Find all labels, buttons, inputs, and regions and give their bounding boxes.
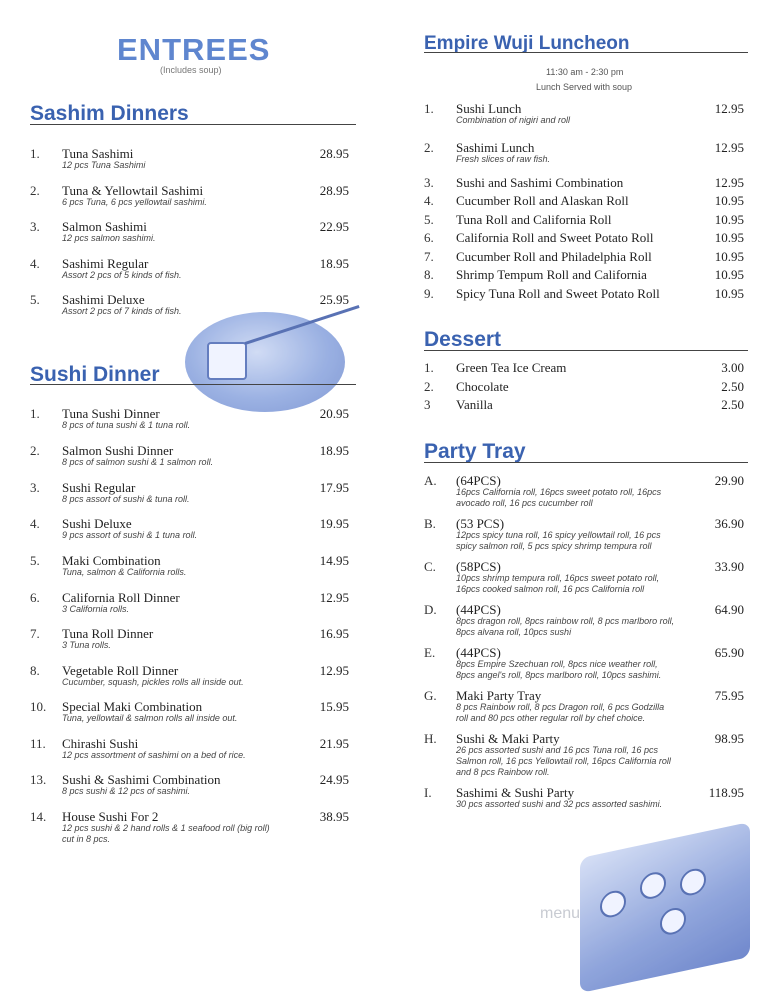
lunch-rule <box>424 52 748 53</box>
item-number: 3. <box>30 480 40 495</box>
item-price: 3.00 <box>721 360 744 375</box>
item-price: 36.90 <box>714 516 744 531</box>
item-description: 8 pcs sushi & 12 pcs of sashimi. <box>62 786 191 796</box>
item-number: 9. <box>424 286 434 301</box>
item-number: 6. <box>424 230 434 245</box>
item-description: 8 pcs of tuna sushi & 1 tuna roll. <box>62 420 191 430</box>
item-price: 118.95 <box>708 785 744 800</box>
dessert-rule <box>424 350 748 351</box>
item-description: Cucumber, squash, pickles rolls all inside out. <box>62 677 244 687</box>
item-price: 28.95 <box>319 183 349 198</box>
item-number: 13. <box>30 772 47 787</box>
item-number: 2. <box>30 183 40 198</box>
item-price: 14.95 <box>319 553 349 568</box>
item-price: 22.95 <box>319 219 349 234</box>
item-name: Sushi Deluxe <box>62 516 132 531</box>
item-price: 12.95 <box>714 140 744 155</box>
item-name: Sushi Regular <box>62 480 136 495</box>
lunch-note: Lunch Served with soup <box>536 82 633 92</box>
item-name: (64PCS) <box>456 473 501 488</box>
item-name: California Roll Dinner <box>62 590 180 605</box>
item-price: 19.95 <box>319 516 349 531</box>
sushi-piece-icon <box>640 870 666 902</box>
item-number: 3. <box>30 219 40 234</box>
item-number: E. <box>424 645 436 660</box>
item-name: (44PCS) <box>456 602 501 617</box>
sashimi-title: Sashim Dinners <box>30 102 189 125</box>
item-price: 29.90 <box>714 473 744 488</box>
item-description: Combination of nigiri and roll <box>456 115 571 125</box>
item-number: D. <box>424 602 437 617</box>
item-price: 65.90 <box>714 645 744 660</box>
item-number: 8. <box>30 663 40 678</box>
item-price: 25.95 <box>319 292 349 307</box>
item-number: 8. <box>424 267 434 282</box>
item-price: 12.95 <box>319 590 349 605</box>
item-description: 3 Tuna rolls. <box>62 640 111 650</box>
item-price: 17.95 <box>319 480 349 495</box>
item-number: 11. <box>30 736 46 751</box>
item-name: Tuna Roll and California Roll <box>456 212 612 227</box>
item-name: Sashimi Regular <box>62 256 149 271</box>
sushi-title: Sushi Dinner <box>30 363 160 386</box>
item-description: 3 California rolls. <box>62 604 130 614</box>
item-number: 14. <box>30 809 47 824</box>
item-price: 12.95 <box>714 175 744 190</box>
sushi-roll-icon <box>207 342 247 380</box>
item-description: 8pcs dragon roll, 8pcs rainbow roll, 8 pcs marlboro roll, 8pcs alvana roll, 10pcs sushi <box>456 616 675 637</box>
item-description: 9 pcs assort of sushi & 1 tuna roll. <box>62 530 198 540</box>
item-price: 38.95 <box>319 809 349 824</box>
item-number: 7. <box>30 626 40 641</box>
item-name: Sushi & Maki Party <box>456 731 560 746</box>
item-name: House Sushi For 2 <box>62 809 159 824</box>
item-price: 21.95 <box>319 736 349 751</box>
item-price: 15.95 <box>319 699 349 714</box>
watermark: menu <box>540 905 581 922</box>
item-price: 2.50 <box>721 397 744 412</box>
item-number: B. <box>424 516 436 531</box>
item-number: 5. <box>30 553 40 568</box>
item-price: 10.95 <box>714 286 744 301</box>
sushi-plate-image <box>185 312 345 412</box>
item-name: Maki Party Tray <box>456 688 542 703</box>
lunch-hours: 11:30 am - 2:30 pm <box>546 67 624 77</box>
item-description: Fresh slices of raw fish. <box>456 154 551 164</box>
item-description: 16pcs California roll, 16pcs sweet potato roll, 16pcs avocado roll, 16 pcs cucumber roll <box>456 487 662 508</box>
item-name: Cucumber Roll and Alaskan Roll <box>456 193 629 208</box>
item-price: 2.50 <box>721 379 744 394</box>
item-description: Tuna, salmon & California rolls. <box>62 567 187 577</box>
item-name: (58PCS) <box>456 559 501 574</box>
sushi-boat-image <box>580 822 750 993</box>
item-name: Green Tea Ice Cream <box>456 360 567 375</box>
item-name: Sashimi & Sushi Party <box>456 785 575 800</box>
item-description: Assort 2 pcs of 7 kinds of fish. <box>62 306 182 316</box>
item-description: 12 pcs Tuna Sashimi <box>62 160 146 170</box>
item-description: 12 pcs salmon sashimi. <box>62 233 156 243</box>
item-price: 75.95 <box>714 688 744 703</box>
item-number: 1. <box>30 146 40 161</box>
item-name: Special Maki Combination <box>62 699 203 714</box>
item-name: Chirashi Sushi <box>62 736 139 751</box>
item-name: California Roll and Sweet Potato Roll <box>456 230 654 245</box>
item-name: Vanilla <box>456 397 493 412</box>
item-name: Chocolate <box>456 379 509 394</box>
item-number: 5. <box>424 212 434 227</box>
item-number: 5. <box>30 292 40 307</box>
item-number: 6. <box>30 590 40 605</box>
item-price: 98.95 <box>714 731 744 746</box>
party-title: Party Tray <box>424 440 526 463</box>
item-name: Sushi and Sashimi Combination <box>456 175 624 190</box>
item-name: Spicy Tuna Roll and Sweet Potato Roll <box>456 286 660 301</box>
item-description: 6 pcs Tuna, 6 pcs yellowtail sashimi. <box>62 197 207 207</box>
item-price: 12.95 <box>714 101 744 116</box>
item-price: 18.95 <box>319 256 349 271</box>
item-price: 24.95 <box>319 772 349 787</box>
item-number: 2. <box>424 379 434 394</box>
item-price: 10.95 <box>714 230 744 245</box>
entrees-title: ENTREES <box>117 32 271 67</box>
item-number: 4. <box>30 516 40 531</box>
item-number: 4. <box>424 193 434 208</box>
item-number: I. <box>424 785 432 800</box>
sushi-piece-icon <box>660 906 686 938</box>
item-price: 33.90 <box>714 559 744 574</box>
item-number: 1. <box>30 406 40 421</box>
item-price: 10.95 <box>714 267 744 282</box>
item-description: Tuna, yellowtail & salmon rolls all inside out. <box>62 713 238 723</box>
item-number: 1. <box>424 360 434 375</box>
sushi-rule <box>30 384 356 385</box>
item-description: 30 pcs assorted sushi and 32 pcs assorted sashimi. <box>456 799 663 809</box>
item-price: 20.95 <box>319 406 349 421</box>
item-name: Tuna Sashimi <box>62 146 134 161</box>
item-price: 12.95 <box>319 663 349 678</box>
item-name: Maki Combination <box>62 553 161 568</box>
sushi-piece-icon <box>680 866 706 898</box>
item-description: 10pcs shrimp tempura roll, 16pcs sweet potato roll, 16pcs cooked salmon roll, 16 pcs California roll <box>456 573 660 594</box>
item-name: Salmon Sashimi <box>62 219 147 234</box>
item-name: Sushi & Sashimi Combination <box>62 772 221 787</box>
lunch-title: Empire Wuji Luncheon <box>424 33 630 54</box>
item-price: 10.95 <box>714 212 744 227</box>
party-rule <box>424 462 748 463</box>
item-price: 64.90 <box>714 602 744 617</box>
item-name: Salmon Sushi Dinner <box>62 443 174 458</box>
item-description: 12 pcs assortment of sashimi on a bed of rice. <box>62 750 246 760</box>
item-number: 7. <box>424 249 434 264</box>
item-name: Sashimi Lunch <box>456 140 535 155</box>
item-name: Cucumber Roll and Philadelphia Roll <box>456 249 652 264</box>
entrees-subtitle: (Includes soup) <box>160 65 222 75</box>
item-price: 16.95 <box>319 626 349 641</box>
item-number: G. <box>424 688 437 703</box>
item-description: 26 pcs assorted sushi and 16 pcs Tuna roll, 16 pcs Salmon roll, 16 pcs Yellowtail roll, 16pcs California roll and 8 pcs Rainbow roll. <box>456 745 671 777</box>
item-name: Vegetable Roll Dinner <box>62 663 179 678</box>
item-number: A. <box>424 473 437 488</box>
item-number: H. <box>424 731 437 746</box>
sashimi-rule <box>30 124 356 125</box>
item-name: Shrimp Tempum Roll and California <box>456 267 647 282</box>
item-name: Sashimi Deluxe <box>62 292 145 307</box>
item-name: Sushi Lunch <box>456 101 522 116</box>
item-description: 12pcs spicy tuna roll, 16 spicy yellowtail roll, 16 pcs spicy salmon roll, 5 pcs spicy shrimp tempura roll <box>456 530 661 551</box>
item-price: 28.95 <box>319 146 349 161</box>
item-name: Tuna & Yellowtail Sashimi <box>62 183 204 198</box>
item-description: 12 pcs sushi & 2 hand rolls & 1 seafood roll (big roll) cut in 8 pcs. <box>62 823 270 844</box>
item-description: Assort 2 pcs of 5 kinds of fish. <box>62 270 182 280</box>
item-name: (44PCS) <box>456 645 501 660</box>
item-description: 8 pcs Rainbow roll, 8 pcs Dragon roll, 6 pcs Godzilla roll and 80 pcs other regular roll by chef choice. <box>456 702 665 723</box>
item-price: 10.95 <box>714 249 744 264</box>
item-description: 8pcs Empire Szechuan roll, 8pcs nice weather roll, 8pcs angel's roll, 8pcs marlboro roll, 10pcs sashimi. <box>456 659 662 680</box>
item-number: 2. <box>30 443 40 458</box>
sushi-piece-icon <box>600 888 626 920</box>
item-number: 3. <box>424 175 434 190</box>
item-number: 2. <box>424 140 434 155</box>
item-description: 8 pcs assort of sushi & tuna roll. <box>62 494 190 504</box>
item-number: 3 <box>424 397 431 412</box>
item-name: (53 PCS) <box>456 516 505 531</box>
dessert-title: Dessert <box>424 328 502 351</box>
item-name: Tuna Sushi Dinner <box>62 406 160 421</box>
item-price: 10.95 <box>714 193 744 208</box>
item-description: 8 pcs of salmon sushi & 1 salmon roll. <box>62 457 214 467</box>
item-number: 1. <box>424 101 434 116</box>
item-number: C. <box>424 559 436 574</box>
item-number: 4. <box>30 256 40 271</box>
item-name: Tuna Roll Dinner <box>62 626 154 641</box>
item-number: 10. <box>30 699 47 714</box>
item-price: 18.95 <box>319 443 349 458</box>
